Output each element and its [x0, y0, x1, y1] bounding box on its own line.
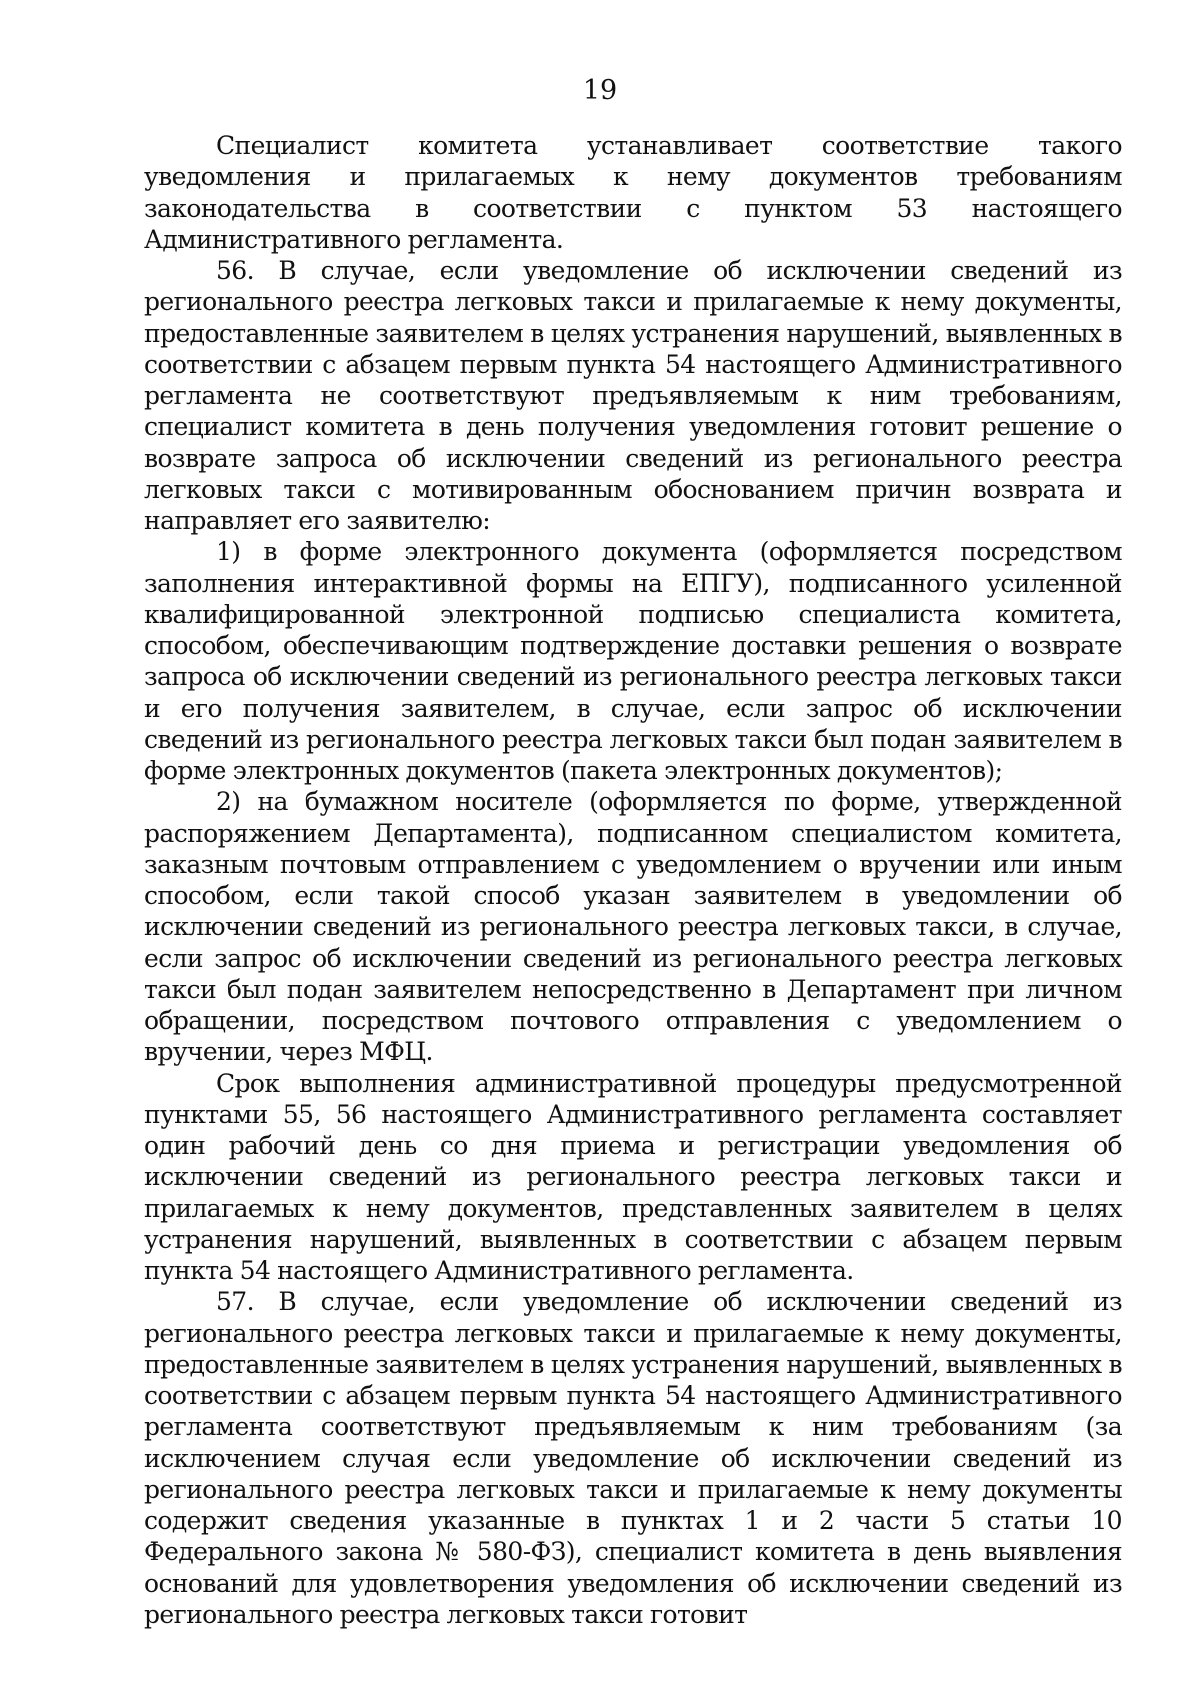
- paragraph-subitem-2-paper: 2) на бумажном носителе (оформляется по форме, утвержденной распоряжением Департамента), подписанном специалистом комитета, заказным почтовым отправлением с уведомлением о вручении или иным способом, если такой способ указан заявителем в уведомлении об исключении сведений из регионального реестра легковых такси, в случае, если запрос об исключении сведений из регионального реестра легковых такси был подан заявителем непосредственно в Департамент при личном обращении, посредством почтового отправления с уведомлением о вручении, через МФЦ.: [144, 787, 1122, 1067]
- paragraph-item-57: 57. В случае, если уведомление об исключении сведений из регионального реестра легковых такси и прилагаемые к нему документы, предоставленные заявителем в целях устранения нарушений, выявленных в соответствии с абзацем первым пункта 54 настоящего Административного регламента соответствуют предъявляемым к ним требованиям (за исключением случая если уведомление об исключении сведений из регионального реестра легковых такси и прилагаемые к нему документы содержит сведения указанные в пунктах 1 и 2 части 5 статьи 10 Федерального закона № 580-ФЗ), специалист комитета в день выявления оснований для удовлетворения уведомления об исключении сведений из регионального реестра легковых такси готовит: [144, 1287, 1122, 1629]
- paragraph-item-56: 56. В случае, если уведомление об исключении сведений из регионального реестра легковых такси и прилагаемые к нему документы, предоставленные заявителем в целях устранения нарушений, выявленных в соответствии с абзацем первым пункта 54 настоящего Административного регламента не соответствуют предъявляемым к ним требованиям, специалист комитета в день получения уведомления готовит решение о возврате запроса об исключении сведений из регионального реестра легковых такси с мотивированным обоснованием причин возврата и направляет его заявителю:: [144, 256, 1122, 535]
- document-body: [144, 130, 1122, 1630]
- page-number: 19: [582, 75, 618, 106]
- paragraph-subitem-1-electronic: 1) в форме электронного документа (оформляется посредством заполнения интерактивной формы на ЕПГУ), подписанного усиленной квалифицированной электронной подписью специалиста комитета, способом, обеспечивающим подтверждение доставки решения о возврате запроса об исключении сведений из регионального реестра легковых такси и его получения заявителем, в случае, если запрос об исключении сведений из регионального реестра легковых такси был подан заявителем в форме электронных документов (пакета электронных документов);: [144, 537, 1122, 785]
- paragraph-compliance-check: Специалист комитета устанавливает соответствие такого уведомления и прилагаемых к нему документов требованиям законодательства в соответствии с пунктом 53 настоящего Административного регламента.: [144, 131, 1122, 254]
- paragraph-procedure-deadline: Срок выполнения административной процедуры предусмотренной пунктами 55, 56 настоящего Административного регламента составляет один рабочий день со дня приема и регистрации уведомления об исключении сведений из регионального реестра легковых такси и прилагаемых к нему документов, представленных заявителем в целях устранения нарушений, выявленных в соответствии с абзацем первым пункта 54 настоящего Административного регламента.: [144, 1068, 1122, 1285]
